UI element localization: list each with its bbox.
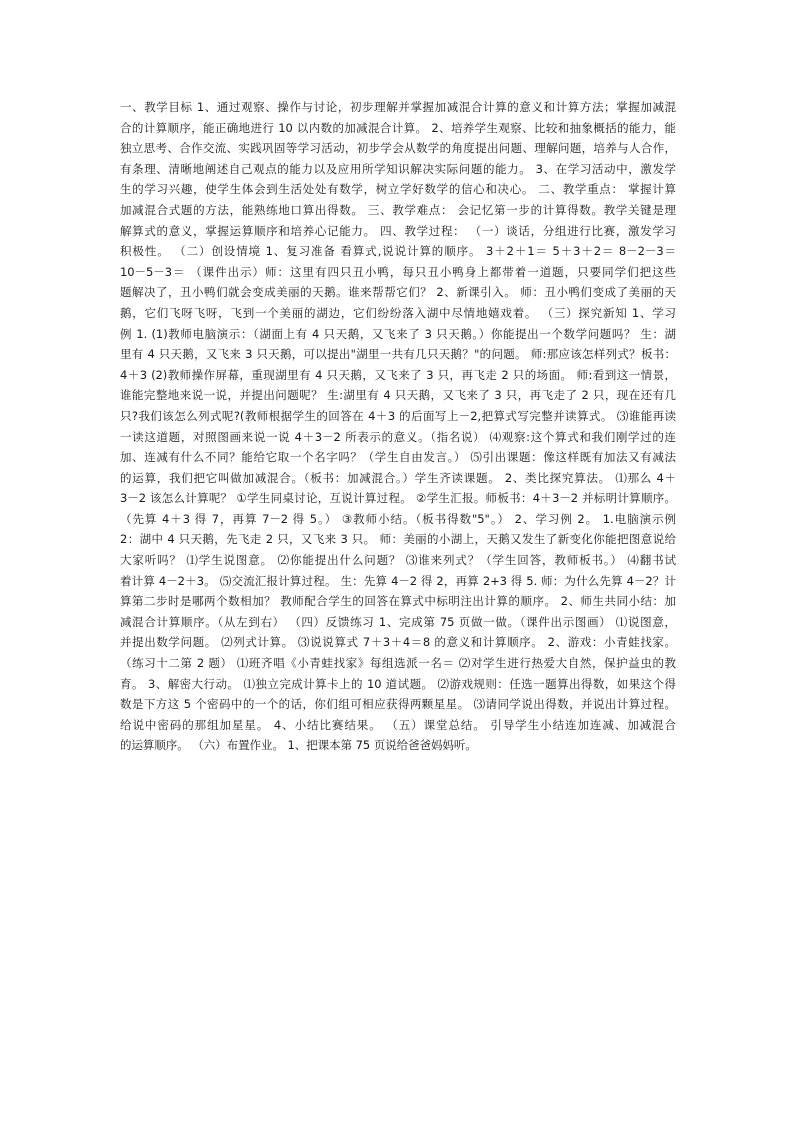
text-line: 2：湖中 4 只天鹅，先飞走 2 只，又飞来 3 只。 师：美丽的小湖上，天鹅又发生了新变化你能把图意说给 [120, 532, 676, 547]
text-line: 育。 3、解密大行动。 ⑴独立完成计算卡上的 10 道试题。 ⑵游戏规则：任选一题算出得数，如果这个得 [120, 676, 676, 691]
text-line: 解算式的意义，掌握运算顺序和培养心记能力。 四、教学过程： （一）谈话，分组进行比赛，激发学习 [120, 223, 676, 238]
text-line: 积极性。 （二）创设情境 1、复习准备 看算式,说说计算的顺序。 3＋2＋1＝ 5＋3＋2＝ 8－2－3＝ [120, 244, 676, 259]
text-line: 3－2 该怎么计算呢？ ①学生同桌讨论，互说计算过程。 ②学生汇报。师板书：4＋3－2 并标明计算顺序。 [120, 491, 676, 506]
text-line: 着计算 4－2＋3。 ⑸交流汇报计算过程。 生：先算 4－2 得 2，再算 2+3 得 5. 师：为什么先算 4－2？计 [120, 573, 676, 588]
text-line: 独立思考、合作交流、实践巩固等学习活动，初步学会从数学的角度提出问题、理解问题，培养与人合作， [120, 141, 676, 156]
text-line: （练习十二第 2 题） ⑴班齐唱《小青蛙找家》每组选派一名＝ ⑵对学生进行热爱大自然，保护益虫的教 [120, 656, 676, 671]
text-line: 给说中密码的那组加星星。 4、小结比赛结果。 （五）课堂总结。 引导学生小结连加连减、加减混合 [120, 717, 676, 732]
text-line: 算第二步时是哪两个数相加？ 教师配合学生的回答在算式中标明注出计算的顺序。 2、师生共同小结：加 [120, 594, 676, 609]
text-line: 并提出数学问题。 ⑵列式计算。 ⑶说说算式 7＋3＋4＝8 的意义和计算顺序。 2、游戏：小青蛙找家。 [120, 635, 676, 650]
text-line: 的运算，我们把它叫做加减混合。（板书：加减混合。）学生齐读课题。 2、类比探究算法。 ⑴那么 4＋ [120, 470, 676, 485]
text-line: 只?我们该怎么列式呢?(教师根据学生的回答在 4＋3 的后面写上－2,把算式写完整并读算式。 ⑶谁能再读 [120, 408, 676, 423]
text-line: 的运算顺序。 （六）布置作业。 1、把课本第 75 页说给爸爸妈妈听。 [120, 738, 477, 753]
text-line: 生的学习兴趣，使学生体会到生活处处有数学，树立学好数学的信心和决心。 二、教学重点： 掌握计算 [120, 182, 676, 197]
text-line: 一、教学目标 1、通过观察、操作与讨论，初步理解并掌握加减混合计算的意义和计算方法；掌握加减混 [120, 100, 676, 114]
text-line: 有条理、清晰地阐述自己观点的能力以及应用所学知识解决实际问题的能力。 3、在学习活动中，激发学 [120, 161, 676, 176]
text-line: 一读这道题，对照图画来说一说 4＋3－2 所表示的意义。（指名说） ⑷观察:这个算式和我们刚学过的连 [120, 429, 676, 444]
text-line: 合的计算顺序，能正确地进行 10 以内数的加减混合计算。 2、培养学生观察、比较和抽象概括的能力，能 [120, 120, 676, 135]
text-line: 例 1. (1)教师电脑演示：（湖面上有 4 只天鹅，又飞来了 3 只天鹅。）你能提出一个数学问题吗？ 生：湖 [120, 326, 676, 341]
text-line: 加、连减有什么不同？能给它取一个名字吗？（学生自由发言。） ⑸引出课题：像这样既有加法又有减法 [120, 450, 676, 465]
text-line: 4＋3 (2)教师操作屏幕，重现湖里有 4 只天鹅，又飞来了 3 只，再飞走 2 只的场面。 师:看到这一情景， [120, 367, 676, 382]
document-body [120, 97, 676, 756]
text-line: （先算 4＋3 得 7，再算 7－2 得 5。） ③教师小结。（板书得数"5"。） 2、学习例 2。 1.电脑演示例 [120, 511, 676, 526]
text-line: 加减混合式题的方法，能熟练地口算出得数。 三、教学难点： 会记忆第一步的计算得数。教学关键是理 [120, 202, 676, 217]
text-line: 里有 4 只天鹅，又飞来 3 只天鹅，可以提出"湖里一共有几只天鹅？"的问题。 师:那应该怎样列式？板书： [120, 347, 676, 362]
text-line: 谁能完整地来说一说，并提出问题呢？ 生:湖里有 4 只天鹅，又飞来了 3 只，再飞走了 2 只，现在还有几 [120, 388, 676, 403]
text-line: 题解决了，丑小鸭们就会变成美丽的天鹅。谁来帮帮它们？ 2、新课引入。 师：丑小鸭们变成了美丽的天 [120, 285, 676, 300]
text-line: 数是下方这 5 个密码中的一个的话，你们组可相应获得两颗星星。 ⑶请同学说出得数，并说出计算过程。 [120, 697, 676, 712]
text-line: 鹅，它们飞呀飞呀，飞到一个美丽的湖边，它们纷纷落入湖中尽情地嬉戏着。 （三）探究新知 1、学习 [120, 305, 676, 320]
text-line: 10－5－3＝ （课件出示）师：这里有四只丑小鸭，每只丑小鸭身上都带着一道题，只要同学们把这些 [120, 264, 676, 279]
text-line: 大家听吗？ ⑴学生说图意。 ⑵你能提出什么问题？ ⑶谁来列式？（学生回答，教师板书。） ⑷翻书试 [120, 553, 676, 568]
text-line: 减混合计算顺序。（从左到右） （四）反馈练习 1、完成第 75 页做一做。（课件出示图画） ⑴说图意， [120, 614, 676, 629]
